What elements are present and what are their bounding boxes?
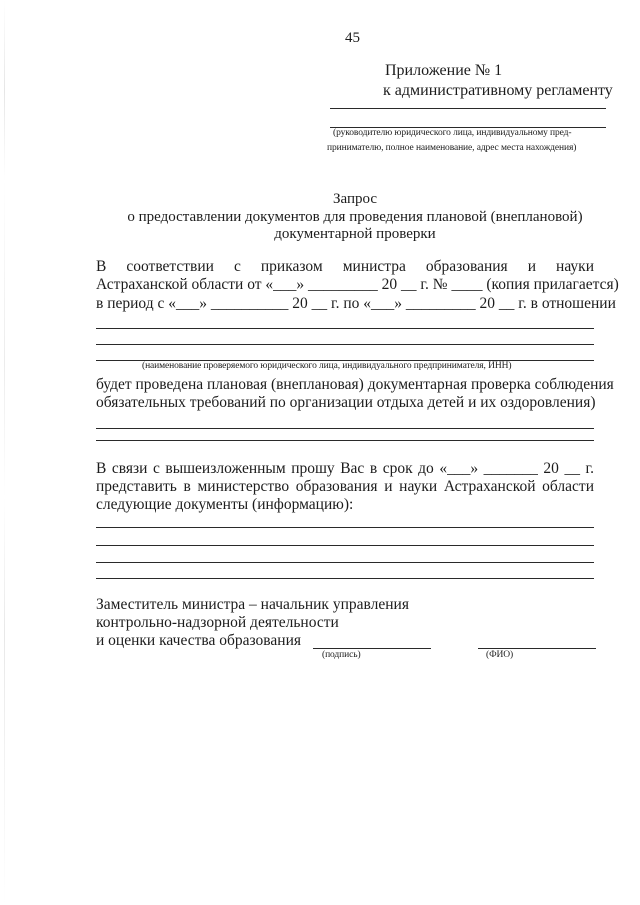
signer-line-2: контрольно-надзорной деятельности <box>96 614 339 631</box>
paragraph2-line-2: обязательных требований по организации отдыха детей и их оздоровления) <box>96 394 596 411</box>
signature-line <box>313 648 431 649</box>
scan-edge-artifact <box>4 0 5 905</box>
paragraph1-line-1: В соответствии с приказом министра образования и науки <box>96 258 594 275</box>
page-number: 45 <box>345 30 360 46</box>
signer-line-3: и оценки качества образования <box>96 632 301 649</box>
recipient-line-1 <box>330 108 606 109</box>
signature-caption: (подпись) <box>322 650 361 660</box>
paragraph3-line-1: В связи с вышеизложенным прошу Вас в срок до «___» _______ 20 __ г. <box>96 460 594 477</box>
heading-line-2: о предоставлении документов для проведения плановой (внеплановой) <box>127 209 583 225</box>
appendix-title: Приложение № 1 <box>385 62 503 79</box>
documents-line-3 <box>96 562 594 563</box>
paragraph1-line-3: в период с «___» __________ 20 __ г. по «___» _________ 20 __ г. в отношении <box>96 295 616 312</box>
heading-title: Запрос <box>332 191 378 207</box>
signer-line-1: Заместитель министра – начальник управления <box>96 596 409 613</box>
recipient-caption-2: принимателю, полное наименование, адрес места нахождения) <box>327 143 577 153</box>
name-caption: (ФИО) <box>486 650 514 660</box>
paragraph2-blank-1 <box>96 428 594 429</box>
documents-line-2 <box>96 545 594 546</box>
paragraph2-line-1: будет проведена плановая (внеплановая) документарная проверка соблюдения <box>96 376 614 393</box>
appendix-subtitle: к административному регламенту <box>383 82 613 99</box>
paragraph2-blank-2 <box>96 440 594 441</box>
name-line <box>478 648 596 649</box>
entity-line-1 <box>96 328 594 329</box>
paragraph3-line-2: представить в министерство образования и науки Астраханской области <box>96 478 594 495</box>
paragraph1-line-2: Астраханской области от «___» _________ 20 __ г. № ____ (копия прилагается) <box>96 276 619 293</box>
entity-caption: (наименование проверяемого юридического лица, индивидуального предпринимателя, ИНН) <box>142 361 512 371</box>
recipient-caption-1: (руководителю юридического лица, индивидуальному пред- <box>333 128 572 138</box>
entity-line-2 <box>96 344 594 345</box>
documents-line-1 <box>96 527 594 528</box>
paragraph3-line-3: следующие документы (информацию): <box>96 496 354 513</box>
heading-line-3: документарной проверки <box>274 226 436 242</box>
documents-line-4 <box>96 578 594 579</box>
